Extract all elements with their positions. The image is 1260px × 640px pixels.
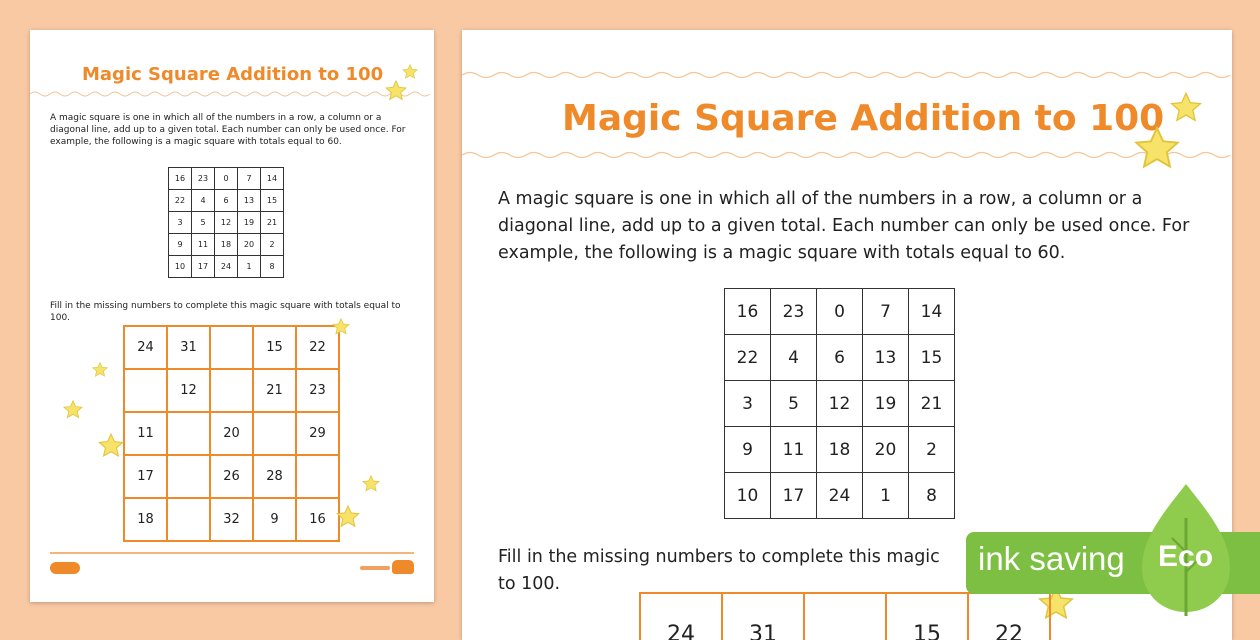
grid-cell: 8 (261, 256, 284, 278)
grid-cell: 11 (192, 234, 215, 256)
grid-cell: 21 (909, 381, 955, 427)
grid-cell: 23 (296, 369, 339, 412)
grid-cell: 6 (817, 335, 863, 381)
grid-cell: 16 (296, 498, 339, 541)
grid-cell-blank (253, 412, 296, 455)
grid-cell: 5 (192, 212, 215, 234)
star-icon (92, 362, 108, 378)
grid-cell: 1 (238, 256, 261, 278)
instruction-line-1: Fill in the missing numbers to complete this magic (498, 547, 940, 567)
grid-cell-blank (124, 369, 167, 412)
eco-label: Eco (1158, 540, 1214, 573)
title-wave-divider (462, 150, 1232, 160)
table-row (124, 455, 339, 498)
grid-cell-blank (804, 593, 886, 640)
footer-mascot-icon (392, 560, 414, 574)
grid-cell: 6 (215, 190, 238, 212)
puzzle-magic-square (123, 325, 340, 542)
grid-cell: 7 (238, 168, 261, 190)
grid-cell: 21 (261, 212, 284, 234)
star-icon (98, 433, 124, 459)
grid-cell: 18 (124, 498, 167, 541)
publisher-logo (50, 562, 80, 574)
grid-cell: 20 (238, 234, 261, 256)
grid-cell-blank (210, 326, 253, 369)
grid-cell: 29 (296, 412, 339, 455)
grid-cell: 12 (167, 369, 210, 412)
grid-cell: 13 (238, 190, 261, 212)
grid-cell: 0 (817, 289, 863, 335)
star-icon (1134, 126, 1180, 172)
grid-cell: 19 (863, 381, 909, 427)
intro-text: A magic square is one in which all of the numbers in a row, a column or a diagonal line, add up to a given total. Each number can only be used once. For example, the following is a magic square with totals equal to 60. (50, 113, 406, 147)
grid-cell: 24 (215, 256, 238, 278)
star-icon (402, 64, 418, 80)
grid-cell: 20 (210, 412, 253, 455)
grid-cell: 11 (771, 427, 817, 473)
table-row (725, 427, 955, 473)
table-row (725, 335, 955, 381)
intro-text: A magic square is one in which all of the numbers in a row, a column or a diagonal line, add up to a given total. Each number can only be used once. For example, the following is a magic square with totals equal to 60. (498, 189, 1190, 263)
grid-cell: 28 (253, 455, 296, 498)
grid-cell: 22 (968, 593, 1050, 640)
page-title: Magic Square Addition to 100 (562, 98, 1165, 139)
star-icon (1170, 92, 1202, 124)
star-icon (63, 400, 83, 420)
grid-cell-blank (296, 455, 339, 498)
grid-cell: 12 (215, 212, 238, 234)
page-title: Magic Square Addition to 100 (82, 64, 384, 85)
instruction-text (498, 544, 968, 598)
grid-cell: 17 (192, 256, 215, 278)
puzzle-magic-square (639, 592, 1051, 640)
grid-cell: 9 (253, 498, 296, 541)
table-row (124, 369, 339, 412)
ink-saving-label: ink saving (978, 540, 1125, 577)
worksheet-thumbnail[interactable] (30, 30, 434, 602)
grid-cell: 11 (124, 412, 167, 455)
grid-cell: 24 (640, 593, 722, 640)
grid-cell: 32 (210, 498, 253, 541)
table-row (169, 234, 284, 256)
grid-cell: 4 (192, 190, 215, 212)
grid-cell: 12 (817, 381, 863, 427)
grid-cell: 14 (261, 168, 284, 190)
title-wave-divider (30, 90, 434, 98)
grid-cell: 16 (169, 168, 192, 190)
table-row (169, 168, 284, 190)
grid-cell: 19 (238, 212, 261, 234)
grid-cell: 23 (771, 289, 817, 335)
grid-cell: 8 (909, 473, 955, 519)
table-row (124, 412, 339, 455)
grid-cell: 31 (167, 326, 210, 369)
grid-cell: 14 (909, 289, 955, 335)
table-row (169, 190, 284, 212)
grid-cell: 0 (215, 168, 238, 190)
grid-cell: 2 (261, 234, 284, 256)
grid-cell: 1 (863, 473, 909, 519)
grid-cell: 18 (817, 427, 863, 473)
star-icon (385, 80, 407, 102)
grid-cell: 21 (253, 369, 296, 412)
example-magic-square (724, 288, 955, 519)
grid-cell: 22 (296, 326, 339, 369)
footer-divider (50, 552, 414, 554)
grid-cell: 9 (725, 427, 771, 473)
grid-cell: 22 (725, 335, 771, 381)
grid-cell: 15 (909, 335, 955, 381)
grid-cell: 15 (261, 190, 284, 212)
grid-cell: 24 (124, 326, 167, 369)
grid-cell: 20 (863, 427, 909, 473)
table-row (725, 289, 955, 335)
grid-cell-blank (167, 455, 210, 498)
grid-cell: 17 (771, 473, 817, 519)
star-icon (362, 475, 380, 493)
table-row (124, 326, 339, 369)
grid-cell-blank (167, 412, 210, 455)
table-row (169, 212, 284, 234)
grid-cell-blank (167, 498, 210, 541)
grid-cell: 22 (169, 190, 192, 212)
table-row (169, 256, 284, 278)
footer-website (360, 566, 390, 570)
grid-cell: 16 (725, 289, 771, 335)
grid-cell: 18 (215, 234, 238, 256)
grid-cell: 3 (725, 381, 771, 427)
grid-cell: 26 (210, 455, 253, 498)
grid-cell: 9 (169, 234, 192, 256)
grid-cell-blank (210, 369, 253, 412)
grid-cell: 7 (863, 289, 909, 335)
grid-cell: 3 (169, 212, 192, 234)
grid-cell: 5 (771, 381, 817, 427)
grid-cell: 24 (817, 473, 863, 519)
grid-cell: 4 (771, 335, 817, 381)
star-icon (336, 505, 360, 529)
instruction-text: Fill in the missing numbers to complete this magic square with totals equal to 100. (50, 301, 401, 323)
table-row (640, 593, 1050, 640)
grid-cell: 13 (863, 335, 909, 381)
grid-cell: 15 (253, 326, 296, 369)
table-row (725, 473, 955, 519)
example-magic-square (168, 167, 284, 278)
grid-cell: 10 (169, 256, 192, 278)
grid-cell: 10 (725, 473, 771, 519)
grid-cell: 23 (192, 168, 215, 190)
grid-cell: 2 (909, 427, 955, 473)
table-row (124, 498, 339, 541)
grid-cell: 15 (886, 593, 968, 640)
instruction-line-2: to 100. (498, 574, 561, 594)
grid-cell: 31 (722, 593, 804, 640)
title-wave-divider (462, 70, 1232, 80)
star-icon (332, 318, 350, 336)
table-row (725, 381, 955, 427)
grid-cell: 17 (124, 455, 167, 498)
